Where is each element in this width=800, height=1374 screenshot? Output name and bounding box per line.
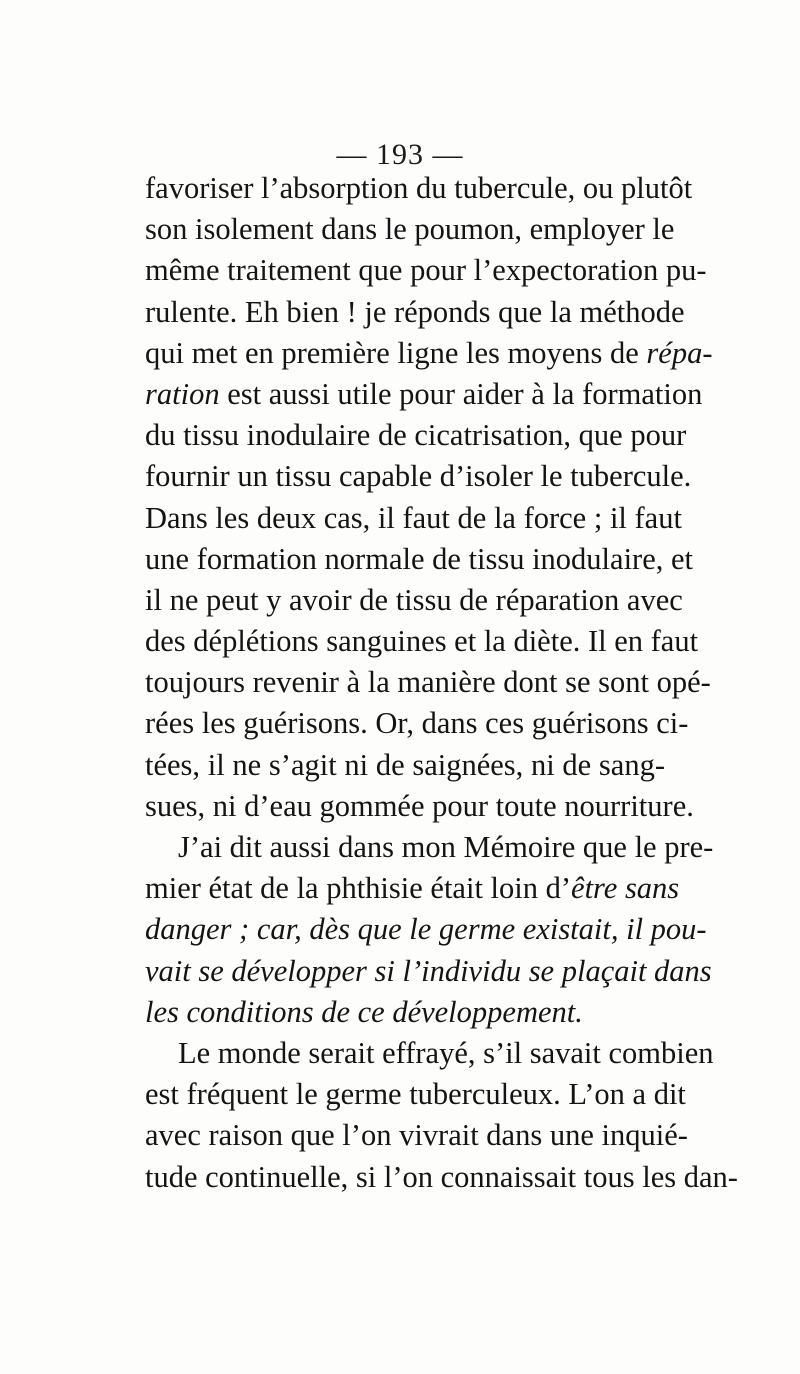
italic-text: danger ; car, dès que le germe existait, il pou- — [145, 912, 707, 947]
text-line — [145, 868, 680, 909]
text-line — [145, 292, 685, 333]
text-line — [145, 1157, 738, 1198]
text-line — [145, 621, 699, 662]
text-line — [145, 333, 713, 374]
text-run: avec raison que l’on vivrait dans une inquié- — [145, 1118, 688, 1153]
text-line — [145, 539, 694, 580]
text-run: il ne peut y avoir de tissu de réparation avec — [145, 582, 683, 617]
text-run: rulente. Eh bien ! je réponds que la méthode — [145, 294, 685, 329]
text-line — [145, 415, 687, 456]
text-line — [145, 1033, 714, 1074]
text-line — [145, 786, 694, 827]
text-run: J’ai dit aussi dans mon Mémoire que le pre- — [178, 830, 714, 864]
text-line — [145, 992, 665, 1033]
text-line — [145, 250, 707, 291]
page-number: — 193 — — [336, 138, 464, 171]
text-line — [145, 580, 683, 621]
text-run: Le monde serait effrayé, s’il savait combien — [178, 1035, 714, 1070]
italic-text: les conditions de ce développement. — [145, 994, 583, 1029]
italic-text: vait se développer si l’individu se plaçait dans — [145, 953, 712, 988]
body-text — [145, 168, 738, 1198]
italic-text: ration — [145, 376, 220, 411]
text-line — [145, 374, 703, 415]
text-run: sues, ni d’eau gommée pour toute nourriture. — [145, 788, 694, 823]
text-run: même traitement que pour l’expectoration pu- — [145, 253, 707, 288]
text-line — [145, 168, 693, 209]
text-run: est aussi utile pour aider à la formation — [219, 376, 703, 411]
text-line — [145, 498, 682, 539]
text-run: tude continuelle, si l’on connaissait tous les dan- — [145, 1159, 738, 1194]
text-run: Dans les deux cas, il faut de la force ; il faut — [145, 500, 682, 535]
text-run: qui met en première ligne les moyens de — [145, 335, 647, 370]
text-line — [145, 703, 689, 744]
text-run: son isolement dans le poumon, employer le — [145, 212, 675, 247]
text-run: mier état de la phthisie était loin d’ — [145, 871, 572, 906]
italic-text: répa- — [646, 335, 713, 370]
text-run: du tissu inodulaire de cicatrisation, que pour — [145, 418, 687, 453]
text-line — [145, 662, 711, 703]
text-run: fournir un tissu capable d’isoler le tubercule. — [145, 459, 692, 494]
text-line — [145, 951, 712, 992]
text-line — [145, 909, 707, 950]
text-line — [145, 1074, 686, 1115]
text-run: toujours revenir à la manière dont se sont opé- — [145, 665, 711, 700]
text-line — [145, 1115, 688, 1156]
text-line — [145, 209, 675, 250]
text-run: rées les guérisons. Or, dans ces guérisons ci- — [145, 706, 689, 741]
text-run: une formation normale de tissu inodulaire, et — [145, 541, 694, 576]
text-run: est fréquent le germe tuberculeux. L’on a dit — [145, 1077, 686, 1112]
text-run: des déplétions sanguines et la diète. Il en faut — [145, 624, 699, 659]
text-line — [145, 827, 714, 868]
text-run: tées, il ne s’agit ni de saignées, ni de sang- — [145, 747, 665, 782]
text-line — [145, 745, 665, 786]
italic-text: être sans — [571, 871, 680, 906]
text-line — [145, 456, 692, 497]
text-run: favoriser l’absorption du tubercule, ou plutôt — [145, 171, 693, 205]
